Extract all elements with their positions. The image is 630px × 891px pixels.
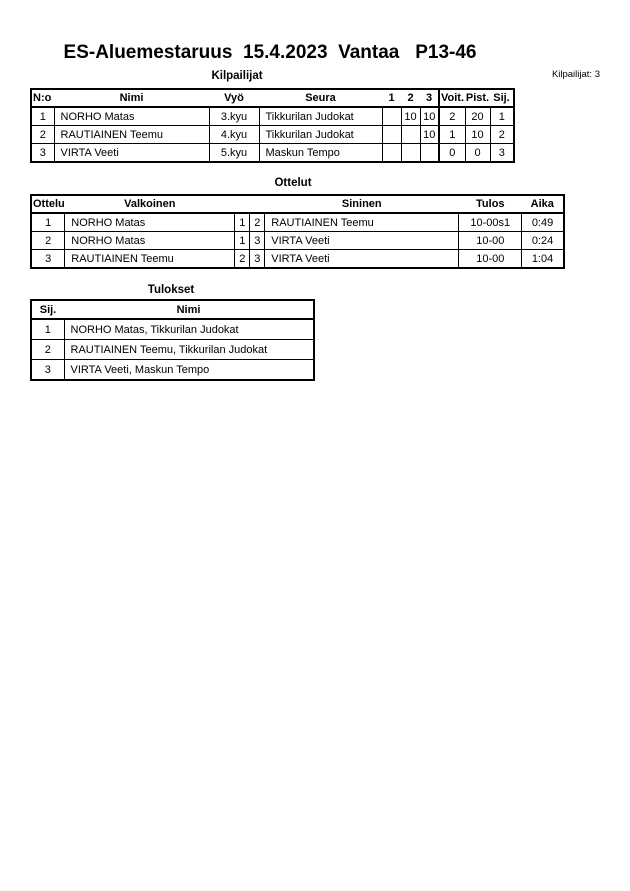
kilpailijat-header-row <box>31 89 514 107</box>
round1-score <box>382 144 401 163</box>
kilpailijat-row <box>31 107 514 126</box>
competitor-belt: 5.kyu <box>209 144 259 163</box>
ottelut-row <box>31 232 564 250</box>
placement: 1 <box>490 107 514 126</box>
white-competitor-number: 2 <box>235 250 250 269</box>
white-competitor-number: 1 <box>235 232 250 250</box>
wins: 1 <box>439 126 465 144</box>
blue-competitor: VIRTA Veeti <box>265 232 459 250</box>
ottelut-table <box>30 194 565 269</box>
page-title: ES-Aluemestaruus 15.4.2023 Vantaa P13-46 <box>63 42 477 63</box>
column-header-seura: Seura <box>259 89 382 107</box>
result-placement: 1 <box>31 319 64 340</box>
competitor-belt: 3.kyu <box>209 107 259 126</box>
white-competitor: NORHO Matas <box>65 213 235 232</box>
column-header-pist: Pist. <box>465 89 490 107</box>
tulokset-header-row <box>31 300 314 319</box>
column-header-white-number <box>235 195 250 213</box>
competitor-number: 3 <box>31 144 54 163</box>
tulokset-section-heading: Tulokset <box>147 284 195 296</box>
wins: 0 <box>439 144 465 163</box>
match-time: 1:04 <box>522 250 564 269</box>
ottelut-row <box>31 250 564 269</box>
wins: 2 <box>439 107 465 126</box>
result-name: RAUTIAINEN Teemu, Tikkurilan Judokat <box>64 340 314 360</box>
competitor-number: 1 <box>31 107 54 126</box>
column-header-ottelu: Ottelu <box>31 195 65 213</box>
round1-score <box>382 107 401 126</box>
column-header-aika: Aika <box>522 195 564 213</box>
match-time: 0:24 <box>522 232 564 250</box>
round2-score <box>401 144 420 163</box>
column-header-round3: 3 <box>420 89 439 107</box>
competitor-name: NORHO Matas <box>54 107 209 126</box>
round3-score <box>420 144 439 163</box>
match-result: 10-00 <box>459 250 522 269</box>
round2-score: 10 <box>401 107 420 126</box>
competitor-club: Maskun Tempo <box>259 144 382 163</box>
ottelut-section-heading: Ottelut <box>274 177 312 189</box>
column-header-round2: 2 <box>401 89 420 107</box>
placement: 2 <box>490 126 514 144</box>
blue-competitor-number: 3 <box>250 232 265 250</box>
round3-score: 10 <box>420 107 439 126</box>
match-number: 1 <box>31 213 65 232</box>
column-header-nimi: Nimi <box>54 89 209 107</box>
competitor-belt: 4.kyu <box>209 126 259 144</box>
competitor-club: Tikkurilan Judokat <box>259 126 382 144</box>
result-name: VIRTA Veeti, Maskun Tempo <box>64 360 314 381</box>
tulokset-row <box>31 360 314 381</box>
column-header-sij: Sij. <box>31 300 64 319</box>
match-number: 2 <box>31 232 65 250</box>
ottelut-header-row <box>31 195 564 213</box>
column-header-round1: 1 <box>382 89 401 107</box>
kilpailijat-section-heading: Kilpailijat <box>211 70 263 82</box>
result-placement: 3 <box>31 360 64 381</box>
column-header-blue-number <box>250 195 265 213</box>
competitors-count: Kilpailijat: 3 <box>551 69 600 80</box>
blue-competitor: RAUTIAINEN Teemu <box>265 213 459 232</box>
blue-competitor: VIRTA Veeti <box>265 250 459 269</box>
column-header-sij: Sij. <box>490 89 514 107</box>
column-header-no: N:o <box>31 89 54 107</box>
competitor-name: RAUTIAINEN Teemu <box>54 126 209 144</box>
competitor-number: 2 <box>31 126 54 144</box>
column-header-nimi: Nimi <box>64 300 314 319</box>
result-placement: 2 <box>31 340 64 360</box>
result-name: NORHO Matas, Tikkurilan Judokat <box>64 319 314 340</box>
column-header-voit: Voit. <box>439 89 465 107</box>
round1-score <box>382 126 401 144</box>
tulokset-table <box>30 299 315 381</box>
placement: 3 <box>490 144 514 163</box>
white-competitor: RAUTIAINEN Teemu <box>65 250 235 269</box>
competitor-club: Tikkurilan Judokat <box>259 107 382 126</box>
ottelut-row <box>31 213 564 232</box>
column-header-valkoinen: Valkoinen <box>65 195 235 213</box>
kilpailijat-table <box>30 88 515 163</box>
round3-score: 10 <box>420 126 439 144</box>
blue-competitor-number: 2 <box>250 213 265 232</box>
kilpailijat-row <box>31 126 514 144</box>
column-header-tulos: Tulos <box>459 195 522 213</box>
white-competitor: NORHO Matas <box>65 232 235 250</box>
column-header-sininen: Sininen <box>265 195 459 213</box>
tulokset-row <box>31 340 314 360</box>
match-result: 10-00s1 <box>459 213 522 232</box>
tulokset-row <box>31 319 314 340</box>
competitor-name: VIRTA Veeti <box>54 144 209 163</box>
column-header-vyo: Vyö <box>209 89 259 107</box>
match-result: 10-00 <box>459 232 522 250</box>
match-time: 0:49 <box>522 213 564 232</box>
white-competitor-number: 1 <box>235 213 250 232</box>
points: 20 <box>465 107 490 126</box>
match-number: 3 <box>31 250 65 269</box>
round2-score <box>401 126 420 144</box>
blue-competitor-number: 3 <box>250 250 265 269</box>
points: 0 <box>465 144 490 163</box>
points: 10 <box>465 126 490 144</box>
kilpailijat-row <box>31 144 514 163</box>
